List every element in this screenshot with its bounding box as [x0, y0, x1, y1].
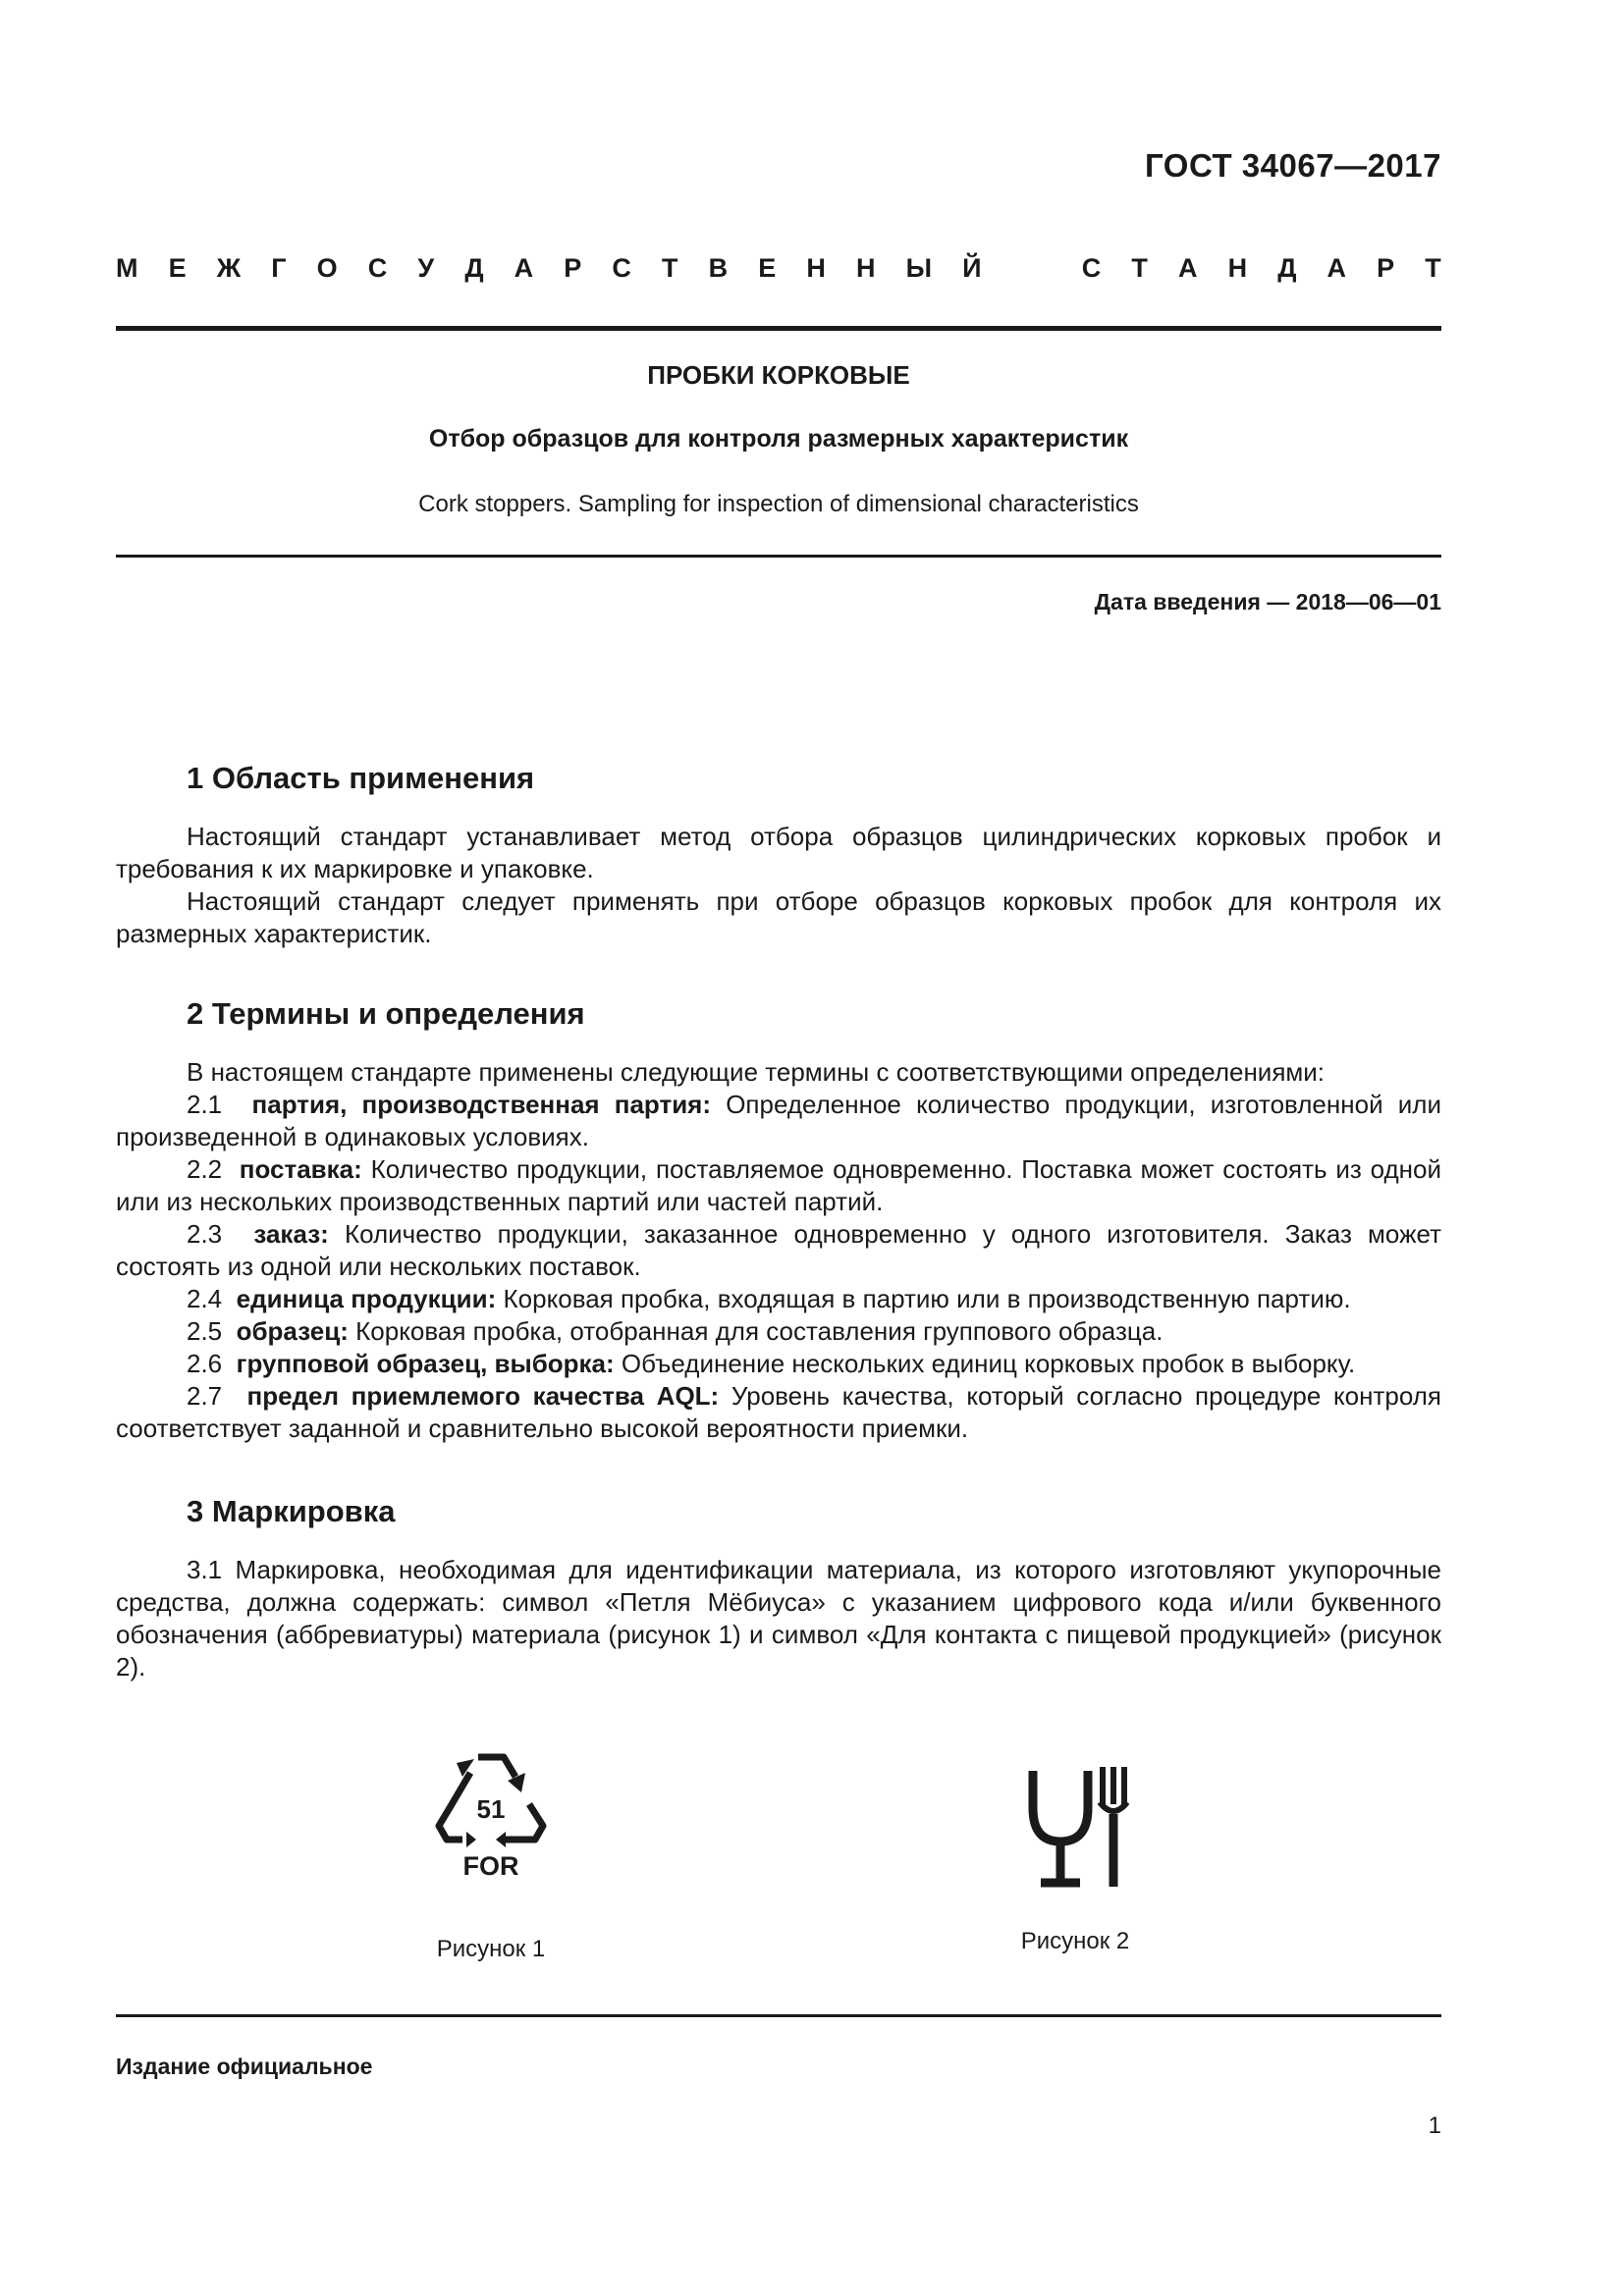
figure-1-caption: Рисунок 1	[436, 1936, 546, 1962]
term-definition: Количество продукции, поставляемое одновременно. Поставка может состоять из одной или из нескольких производственных партий или частей партий.	[116, 1154, 1442, 1216]
term-name: групповой образец, выборка:	[236, 1349, 615, 1378]
page-number: 1	[1428, 2112, 1441, 2139]
term-2-1	[116, 1089, 1441, 1153]
term-number: 2.5	[187, 1316, 223, 1346]
banner-letter: Н	[855, 253, 876, 283]
term-definition: Уровень качества, который согласно процедуре контроля соответствует заданной и сравнительно высокой вероятности приемки.	[116, 1381, 1441, 1443]
paragraph: Настоящий стандарт устанавливает метод отбора образцов цилиндрических корковых пробок и требования к их маркировке и упаковке.	[116, 822, 1441, 883]
banner-gap	[1012, 253, 1052, 284]
banner-letter: Ж	[216, 253, 242, 283]
term-name: предел приемлемого качества AQL:	[246, 1381, 720, 1411]
document-title: ПРОБКИ КОРКОВЫЕ	[647, 360, 910, 390]
section-3-body	[116, 1554, 1441, 1683]
banner-letter: Н	[806, 253, 826, 283]
interstate-standard-banner	[116, 253, 1441, 284]
term-name: партия, производственная партия:	[251, 1090, 712, 1119]
banner-letter: Д	[464, 253, 484, 283]
term-number: 2.4	[187, 1284, 223, 1313]
banner-letter: С	[612, 253, 631, 283]
section-2-body	[116, 1056, 1441, 1445]
banner-letter: О	[316, 253, 338, 283]
banner-letter: Й	[962, 253, 982, 283]
term-number: 2.3	[187, 1219, 223, 1249]
banner-letter: У	[417, 253, 435, 283]
mobius-loop-icon	[427, 1743, 555, 1900]
section-2-heading: 2 Термины и определения	[187, 996, 585, 1031]
banner-letter: Е	[758, 253, 777, 283]
banner-letter: Е	[168, 253, 187, 283]
banner-letter: С	[1081, 253, 1102, 283]
section-1-body	[116, 821, 1441, 950]
section-1-heading: 1 Область применения	[187, 761, 535, 795]
banner-letter: А	[1326, 253, 1347, 283]
term-definition: Корковая пробка, входящая в партию или в производственную партию.	[503, 1284, 1351, 1313]
term-number: 2.1	[187, 1090, 223, 1119]
term-number: 2.6	[187, 1349, 223, 1378]
banner-letter: Т	[662, 253, 678, 283]
banner-letter: А	[514, 253, 534, 283]
banner-letter: Ы	[905, 253, 933, 283]
banner-letter: Д	[1277, 253, 1297, 283]
banner-letter: В	[708, 253, 729, 283]
term-2-7	[116, 1380, 1441, 1445]
term-definition: Объединение нескольких единиц корковых пробок в выборку.	[621, 1349, 1356, 1378]
term-2-6	[116, 1348, 1441, 1380]
banner-letter: Н	[1227, 253, 1248, 283]
document-subtitle: Отбор образцов для контроля размерных характеристик	[428, 425, 1129, 453]
document-title-english: Cork stoppers. Sampling for inspection of dimensional characteristics	[418, 491, 1139, 517]
term-name: единица продукции:	[236, 1284, 497, 1313]
material-code: 51	[476, 1794, 506, 1824]
paragraph: В настоящем стандарте применены следующие термины с соответствующими определениями:	[187, 1057, 1326, 1087]
banner-letter: Р	[564, 253, 582, 283]
glass-and-fork-icon	[1011, 1757, 1139, 1895]
banner-letter: М	[116, 253, 138, 283]
term-name: заказ:	[253, 1219, 329, 1249]
term-2-2	[116, 1153, 1441, 1218]
term-2-3	[116, 1218, 1441, 1283]
official-edition-label: Издание официальное	[116, 2054, 373, 2079]
title-divider	[116, 555, 1441, 558]
material-abbreviation: FOR	[462, 1851, 519, 1881]
term-2-5	[116, 1315, 1441, 1348]
effective-date: Дата введения — 2018—06—01	[1094, 589, 1441, 614]
banner-letter: Т	[1131, 253, 1148, 283]
section-3-heading: 3 Маркировка	[187, 1494, 396, 1528]
paragraph: 3.1 Маркировка, необходимая для идентификации материала, из которого изготовляют укупорочные средства, должна содержать: символ «Петля Мёбиуса» с указанием цифрового кода и/или буквенного обозначения (аббревиатуры) материала (рисунок 1) и символ «Для контакта с пищевой продукцией» (рисунок 2).	[116, 1555, 1441, 1682]
term-name: образец:	[236, 1316, 349, 1346]
figure-2-caption: Рисунок 2	[1020, 1928, 1130, 1954]
header-divider	[116, 326, 1441, 331]
paragraph: Настоящий стандарт следует применять при отборе образцов корковых пробок для контроля их размерных характеристик.	[116, 886, 1441, 948]
term-definition: Количество продукции, заказанное одновременно у одного изготовителя. Заказ может состоять из одной или нескольких поставок.	[116, 1219, 1441, 1281]
term-number: 2.7	[187, 1381, 223, 1411]
figure-2	[928, 1757, 1222, 1955]
banner-letter: Т	[1425, 253, 1441, 283]
banner-letter: Р	[1377, 253, 1395, 283]
gost-number: ГОСТ 34067—2017	[1145, 147, 1441, 184]
figure-1	[344, 1743, 638, 1963]
term-definition: Корковая пробка, отобранная для составления группового образца.	[355, 1316, 1164, 1346]
footer-divider	[116, 2014, 1441, 2017]
banner-letter: Г	[271, 253, 287, 283]
term-number: 2.2	[187, 1154, 223, 1184]
banner-letter: А	[1177, 253, 1198, 283]
term-2-4	[116, 1283, 1441, 1315]
banner-letter: С	[367, 253, 388, 283]
term-name: поставка:	[239, 1154, 362, 1184]
term-definition: Определенное количество продукции, изготовленной или произведенной в одинаковых условиях.	[116, 1090, 1441, 1151]
